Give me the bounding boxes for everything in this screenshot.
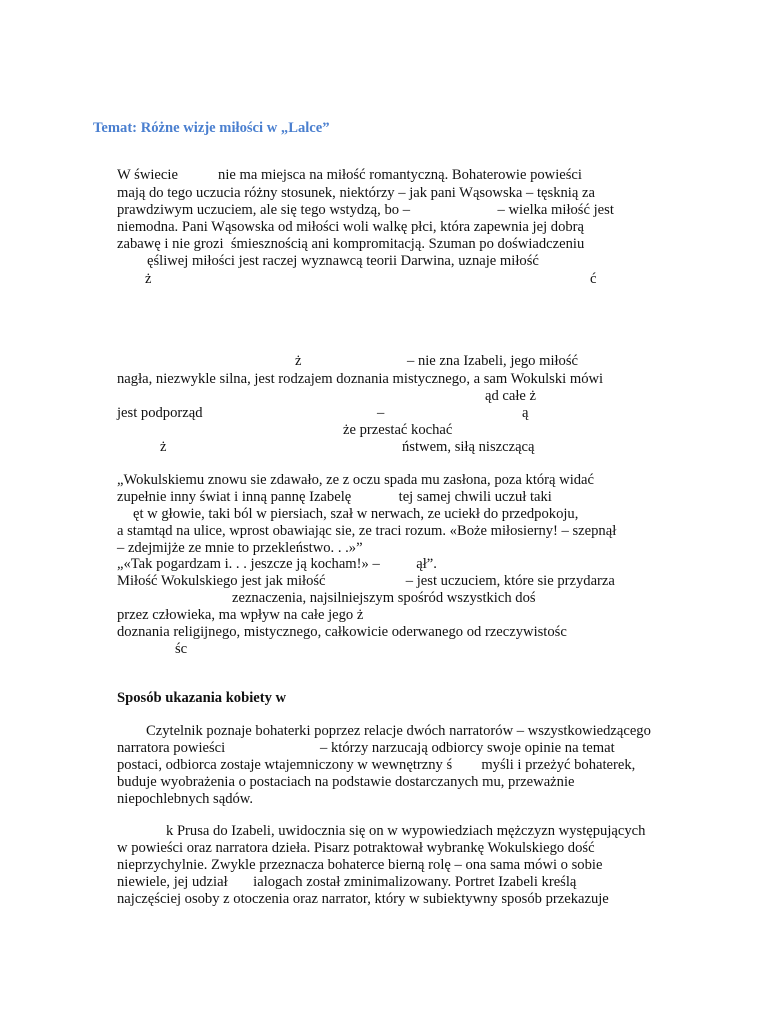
text-line: – zdejmijże ze mnie to przekleństwo. . .»” [117, 540, 363, 556]
text-line: Czytelnik poznaje bohaterki poprzez relacje dwóch narratorów – wszystkowiedzącego [146, 723, 651, 739]
text-fragment: ą [522, 405, 529, 421]
text-fragment: – [377, 405, 385, 421]
text-line: ęt w głowie, taki ból w piersiach, szał w nerwach, ze uciekł do przedpokoju, [133, 506, 579, 522]
text-line: niepochlebnych sądów. [117, 791, 254, 807]
text-line: niemodna. Pani Wąsowska od miłości woli walkę płci, która zapewnia jej dobrą [117, 219, 585, 235]
text-fragment: że przestać kochać [343, 422, 453, 438]
text-line: W świecie nie ma miejsca na miłość romantyczną. Bohaterowie powieści [117, 167, 582, 183]
text-fragment: śc [175, 641, 188, 657]
text-line: nagła, niezwykle silna, jest rodzajem doznania mistycznego, a sam Wokulski mówi [117, 371, 604, 387]
text-line: „Wokulskiemu znowu sie zdawało, ze z oczu spada mu zasłona, poza którą widać [117, 472, 594, 488]
text-fragment: ąd całe ż [485, 388, 537, 404]
text-line: najczęściej osoby z otoczenia oraz narrator, który w subiektywny sposób przekazuje [117, 891, 609, 907]
text-line: niewiele, jej udział ialogach został zminimalizowany. Portret Izabeli kreślą [117, 874, 577, 890]
text-line: zupełnie inny świat i inną pannę Izabelę tej samej chwili uczuł taki [117, 489, 552, 505]
text-line: Miłość Wokulskiego jest jak miłość – jest uczuciem, które sie przydarza [117, 573, 615, 589]
text-line: nieprzychylnie. Zwykle przeznacza bohaterce bierną rolę – ona sama mówi o sobie [117, 857, 603, 873]
text-fragment: ć [590, 271, 597, 287]
text-line: „«Tak pogardzam i. . . jeszcze ją kocham!» – ął”. [117, 556, 437, 572]
text-fragment: ż [295, 353, 302, 369]
text-line: narratora powieści – którzy narzucają odbiorcy swoje opinie na temat [117, 740, 615, 756]
text-line: w powieści oraz narratora dzieła. Pisarz potraktował wybrankę Wokulskiego dość [117, 840, 595, 856]
text-line: zeznaczenia, najsilniejszym spośród wszystkich doś [232, 590, 536, 606]
text-fragment: jest podporząd [117, 405, 203, 421]
text-line: k Prusa do Izabeli, uwidocznia się on w wypowiedziach mężczyzn występujących [166, 823, 646, 839]
text-line: mają do tego uczucia różny stosunek, niektórzy – jak pani Wąsowska – tęsknią za [117, 185, 595, 201]
page-title: Temat: Różne wizje miłości w „Lalce” [93, 120, 330, 136]
text-line: ęśliwej miłości jest raczej wyznawcą teorii Darwina, uznaje miłość [147, 253, 539, 269]
text-line: buduje wyobrażenia o postaciach na podstawie dostarczanych mu, przeważnie [117, 774, 575, 790]
section-heading: Sposób ukazania kobiety w [117, 690, 287, 706]
text-fragment: ż [145, 271, 152, 287]
text-fragment: – nie zna Izabeli, jego miłość [407, 353, 579, 369]
text-fragment: ństwem, siłą niszczącą [402, 439, 535, 455]
text-line: zabawę i nie grozi śmiesznością ani kompromitacją. Szuman po doświadczeniu [117, 236, 585, 252]
text-fragment: ż [160, 439, 167, 455]
text-line: doznania religijnego, mistycznego, całkowicie oderwanego od rzeczywistośc [117, 624, 567, 640]
text-line: przez człowieka, ma wpływ na całe jego ż [117, 607, 364, 623]
text-line: postaci, odbiorca zostaje wtajemniczony w wewnętrzny ś myśli i przeżyć bohaterek, [117, 757, 636, 773]
text-line: prawdziwym uczuciem, ale się tego wstydzą, bo – – wielka miłość jest [117, 202, 614, 218]
text-line: a stamtąd na ulice, wprost obawiając sie, ze traci rozum. «Boże miłosierny! – szepnął [117, 523, 617, 539]
